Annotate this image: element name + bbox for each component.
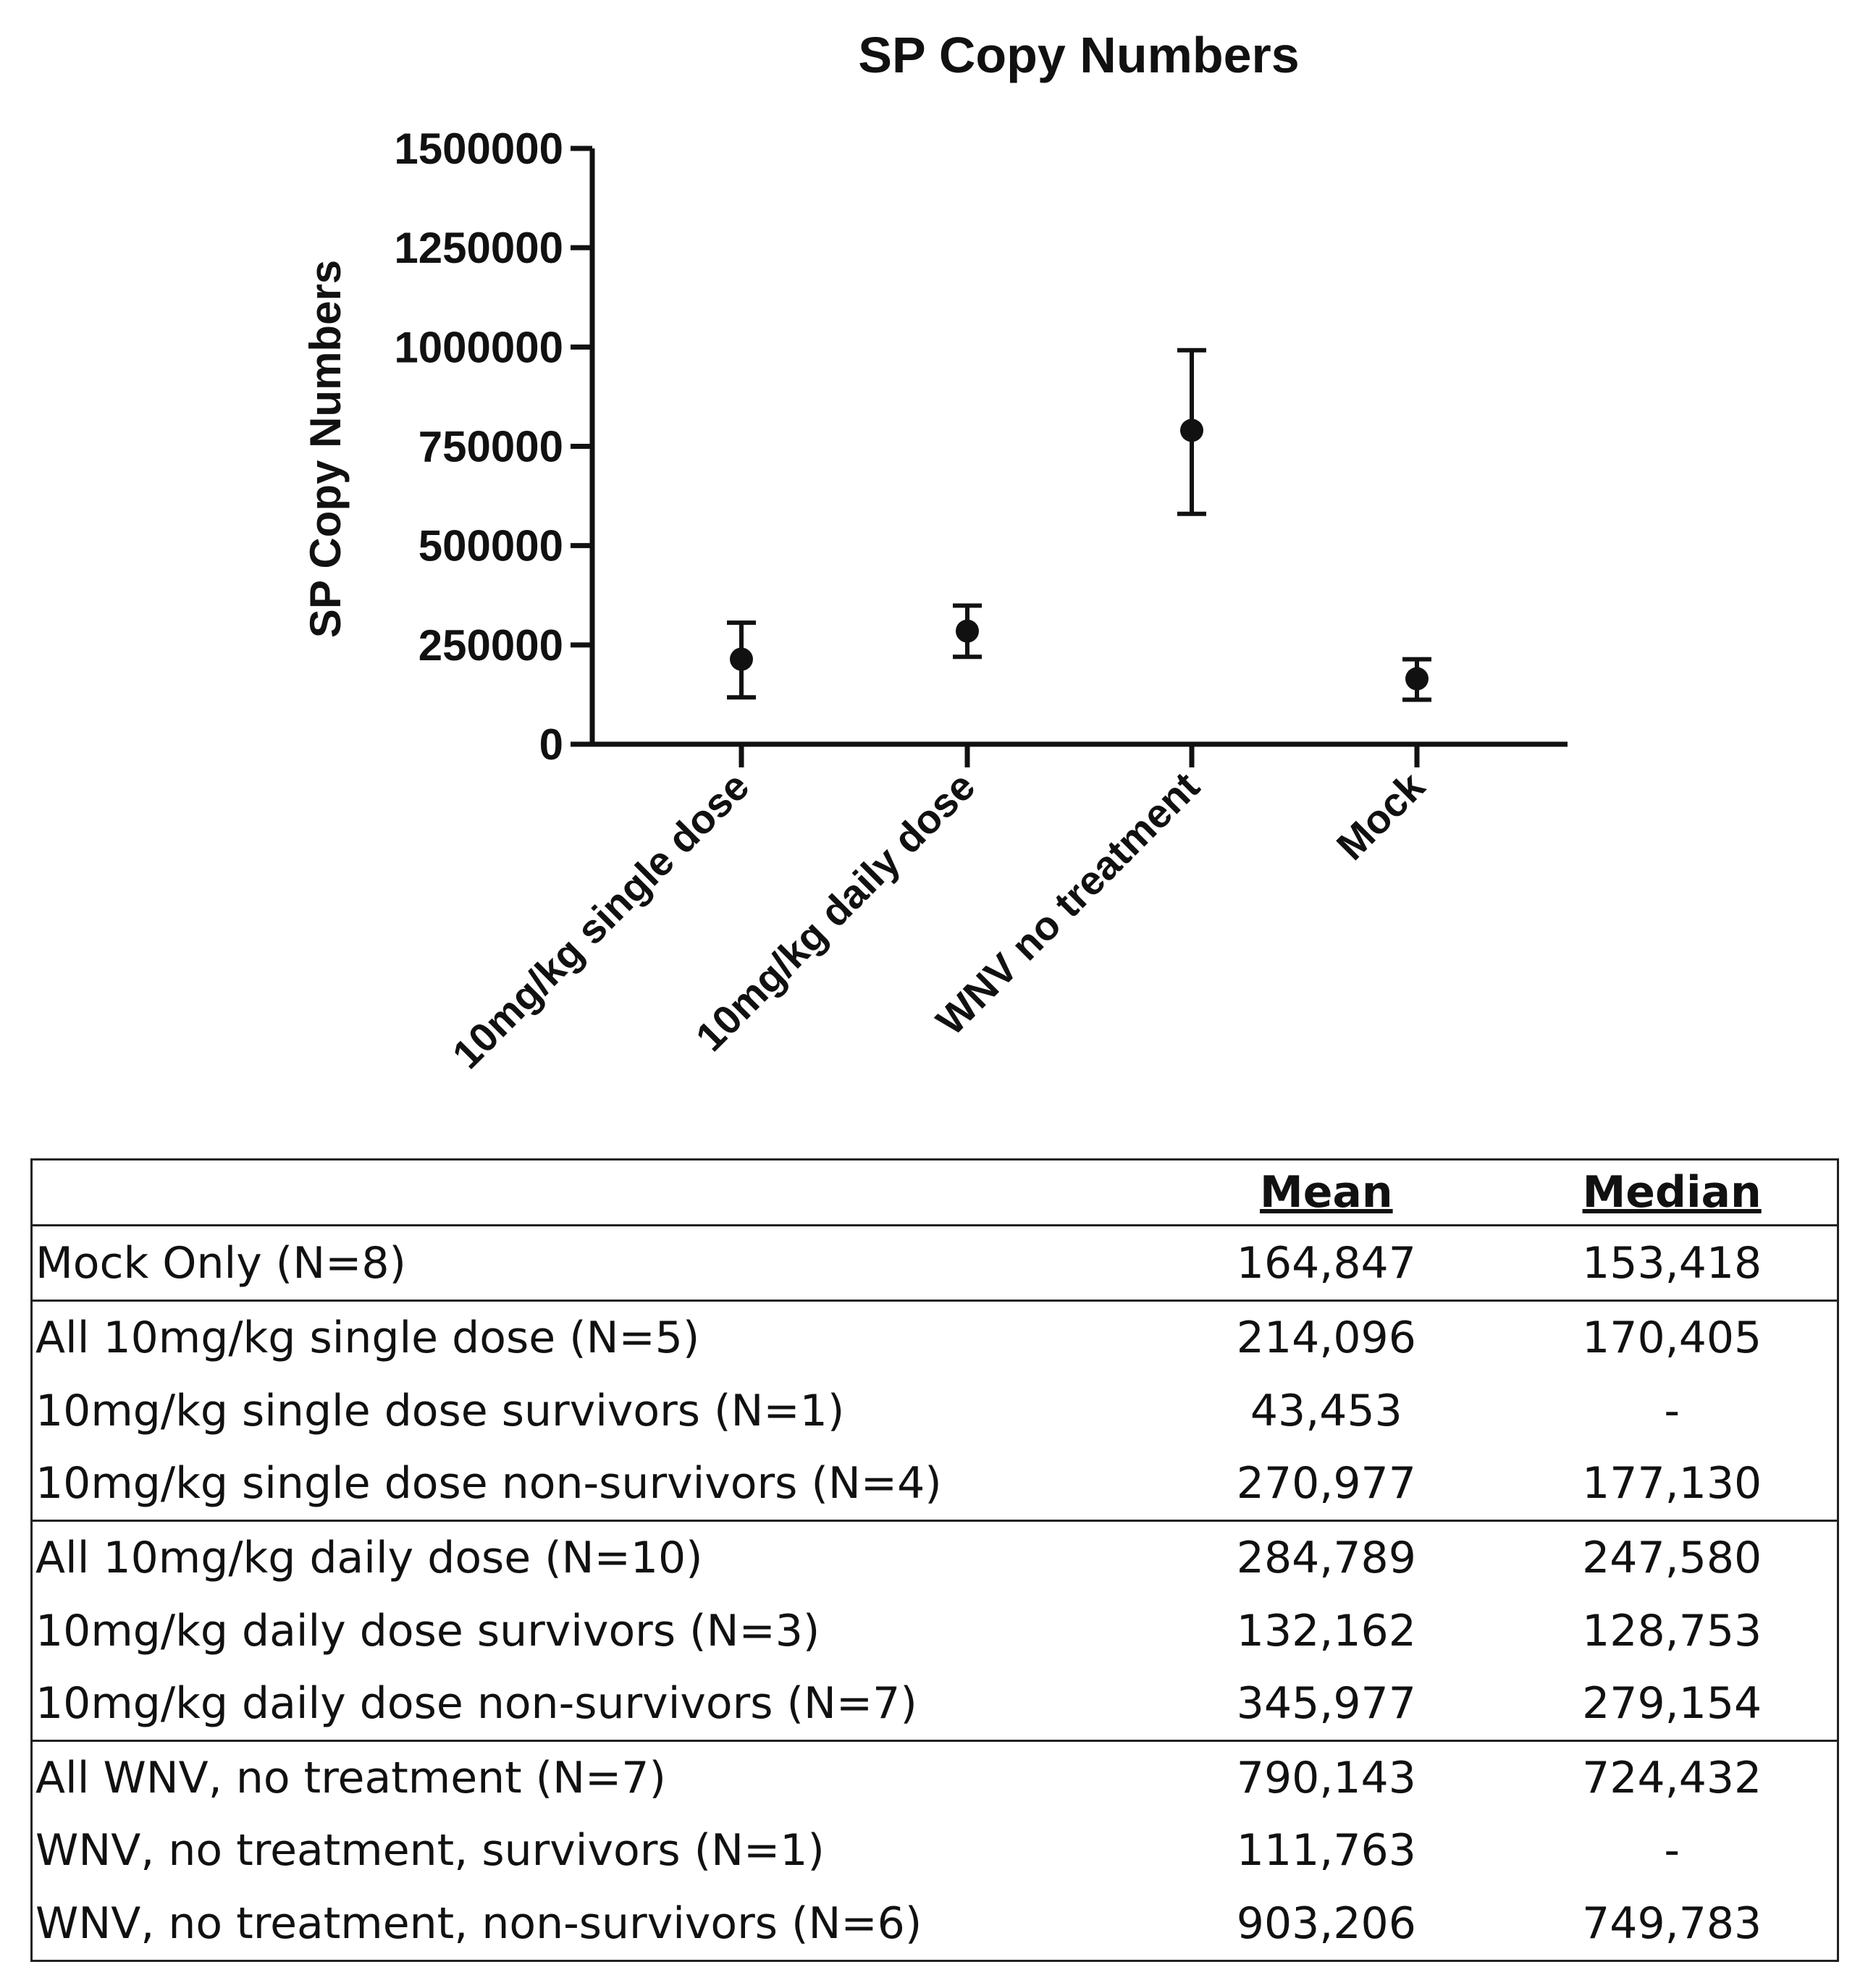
row-mean: 284,789 [1145, 1521, 1507, 1595]
row-label: All 10mg/kg single dose (N=5) [32, 1301, 1146, 1375]
data-points [727, 350, 1431, 700]
row-label: 10mg/kg single dose survivors (N=1) [35, 1385, 845, 1436]
data-point-marker [730, 648, 753, 671]
y-tick-label: 500000 [418, 521, 563, 570]
y-axis-title: SP Copy Numbers [301, 259, 350, 639]
table-row [32, 1226, 1838, 1301]
header-median: Median [1507, 1160, 1838, 1226]
row-label: Mock Only (N=8) [32, 1226, 1146, 1301]
y-tick-label: 250000 [418, 620, 563, 670]
data-point-marker [956, 620, 979, 643]
y-tick-label: 0 [539, 720, 563, 769]
row-mean: 43,453 [1250, 1385, 1402, 1436]
row-label: 10mg/kg single dose non-survivors (N=4) [35, 1457, 942, 1509]
row-median: 279,154 [1582, 1677, 1762, 1729]
row-mean: 903,206 [1236, 1898, 1416, 1949]
row-label: WNV, no treatment, survivors (N=1) [35, 1825, 825, 1877]
row-mean: 111,763 [1236, 1825, 1416, 1877]
summary-table [30, 1158, 1839, 1962]
row-label: WNV, no treatment, non-survivors (N=6) [35, 1898, 922, 1949]
x-category-label: 10mg/kg single dose [443, 762, 758, 1077]
row-mean: 214,096 [1145, 1301, 1507, 1375]
row-median: 153,418 [1507, 1226, 1838, 1301]
row-median: 724,432 [1507, 1740, 1838, 1814]
table-row [32, 1301, 1838, 1375]
row-median: 128,753 [1582, 1605, 1762, 1656]
x-category-label: Mock [1327, 762, 1434, 869]
table-row [32, 1521, 1838, 1595]
x-axis-categories [443, 744, 1434, 1077]
row-label: 10mg/kg daily dose survivors (N=3) [35, 1605, 820, 1656]
table-row [32, 1740, 1838, 1814]
row-label: 10mg/kg daily dose non-survivors (N=7) [35, 1677, 917, 1729]
data-point-marker [1180, 418, 1203, 442]
data-point-marker [1405, 667, 1429, 691]
row-mean: 132,162 [1236, 1605, 1416, 1656]
table-row [32, 1447, 1838, 1521]
table-row [32, 1887, 1838, 1960]
y-tick-label: 750000 [418, 422, 563, 471]
row-median: 170,405 [1507, 1301, 1838, 1375]
y-tick-label: 1250000 [394, 224, 563, 273]
row-mean: 164,847 [1145, 1226, 1507, 1301]
chart-title: SP Copy Numbers [858, 27, 1300, 83]
table-row [32, 1375, 1838, 1447]
x-category-label: 10mg/kg daily dose [686, 762, 984, 1060]
table-row [32, 1595, 1838, 1667]
row-median: - [1664, 1385, 1680, 1436]
x-category-label: WNV no treatment [927, 762, 1208, 1044]
row-median: - [1664, 1825, 1680, 1877]
data-point-group [1177, 350, 1206, 514]
header-blank [32, 1160, 1146, 1226]
row-mean: 270,977 [1236, 1457, 1416, 1509]
table-row [32, 1667, 1838, 1740]
row-median: 177,130 [1582, 1457, 1762, 1509]
row-label: All 10mg/kg daily dose (N=10) [32, 1521, 1146, 1595]
y-tick-label: 1000000 [394, 323, 563, 372]
table-header-row [32, 1160, 1838, 1226]
row-label: All WNV, no treatment (N=7) [32, 1740, 1146, 1814]
table-row [32, 1814, 1838, 1887]
header-mean: Mean [1145, 1160, 1507, 1226]
row-mean: 790,143 [1145, 1740, 1507, 1814]
y-axis-ticks [394, 125, 592, 769]
data-point-group [1402, 660, 1431, 700]
data-point-group [727, 623, 756, 697]
row-mean: 345,977 [1236, 1677, 1416, 1729]
y-tick-label: 1500000 [394, 125, 563, 173]
data-point-group [953, 606, 982, 657]
row-median: 749,783 [1582, 1898, 1762, 1949]
row-median: 247,580 [1507, 1521, 1838, 1595]
